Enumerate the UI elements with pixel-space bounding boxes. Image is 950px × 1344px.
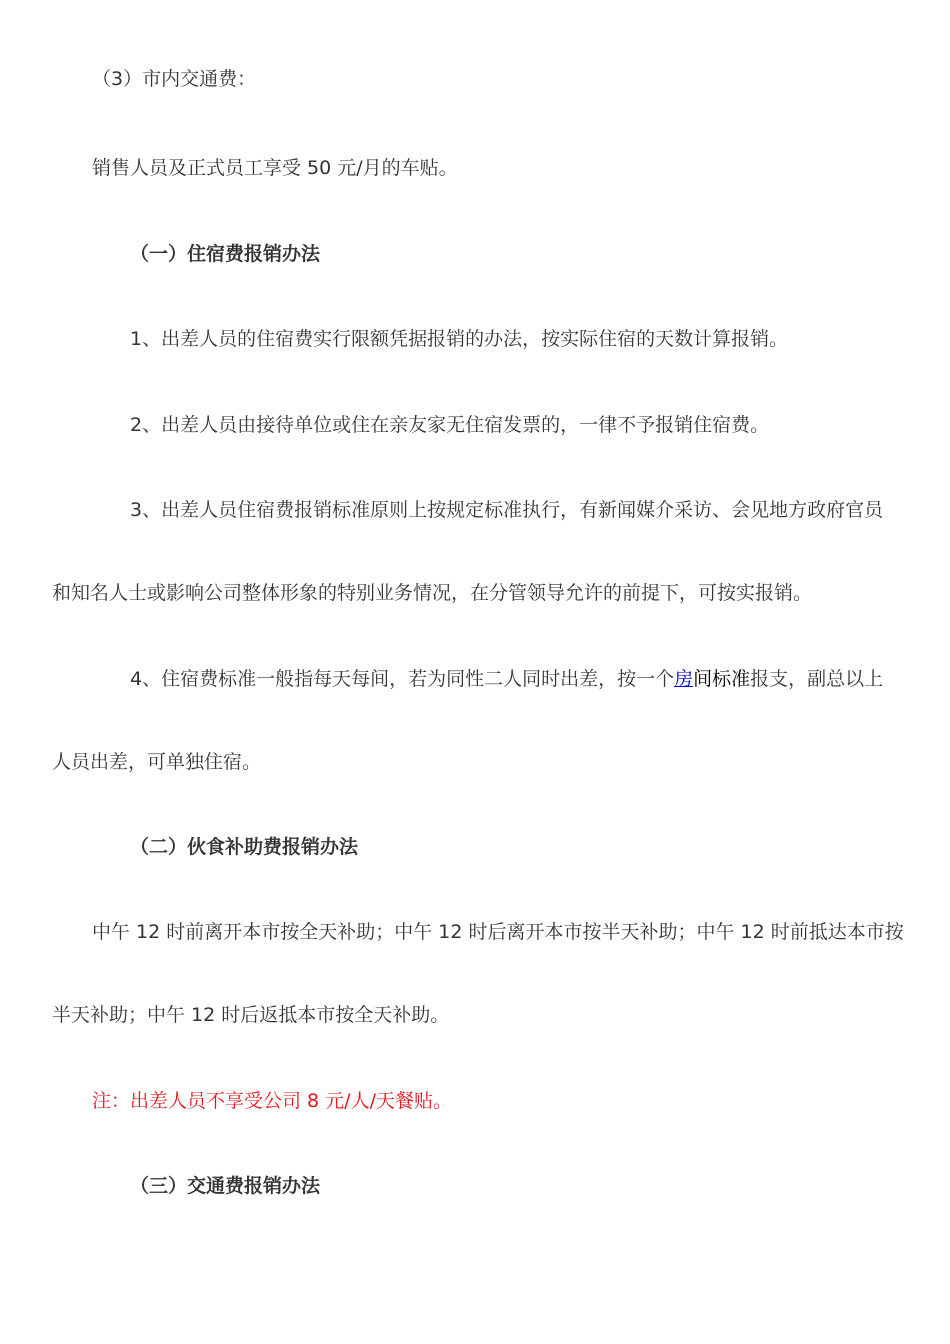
paragraph-accommodation-3-line2: 和知名人士或影响公司整体形象的特别业务情况，在分管领导允许的前提下，可按实报销。 [52,582,813,604]
heading-transport-reimbursement: （三）交通费报销办法 [130,1175,321,1197]
room-standard-text: 间标准 [693,668,751,690]
paragraph-meal-line2: 半天补助；中午 12 时后返抵本市按全天补助。 [52,1004,450,1026]
section-heading-transport-fee: （3）市内交通费： [92,68,257,90]
paragraph-accommodation-1: 1、出差人员的住宿费实行限额凭据报销的办法，按实际住宿的天数计算报销。 [130,328,789,350]
paragraph-accommodation-4-line1 [130,666,883,692]
note-meal-subsidy: 注：出差人员不享受公司 8 元/人/天餐贴。 [92,1090,452,1112]
paragraph-meal-line1: 中午 12 时前离开本市按全天补助；中午 12 时后离开本市按半天补助；中午 12 时前抵达本市按 [92,921,904,943]
heading-accommodation: （一）住宿费报销办法 [130,243,321,265]
paragraph-accommodation-3-line1: 3、出差人员住宿费报销标准原则上按规定标准执行，有新闻媒介采访、会见地方政府官员 [130,499,884,521]
paragraph-accommodation-4-text: 4、住宿费标准一般指每天每间，若为同性二人同时出差，按一个 [130,668,675,690]
paragraph-accommodation-4-line2: 人员出差，可单独住宿。 [52,751,262,773]
heading-meal-allowance: （二）伙食补助费报销办法 [130,836,359,858]
room-link[interactable]: 房 [674,668,694,690]
paragraph-car-allowance: 销售人员及正式员工享受 50 元/月的车贴。 [92,157,458,179]
paragraph-accommodation-2: 2、出差人员由接待单位或住在亲友家无住宿发票的，一律不予报销住宿费。 [130,414,770,436]
paragraph-accommodation-4-tail: 报支，副总以上 [750,668,884,690]
